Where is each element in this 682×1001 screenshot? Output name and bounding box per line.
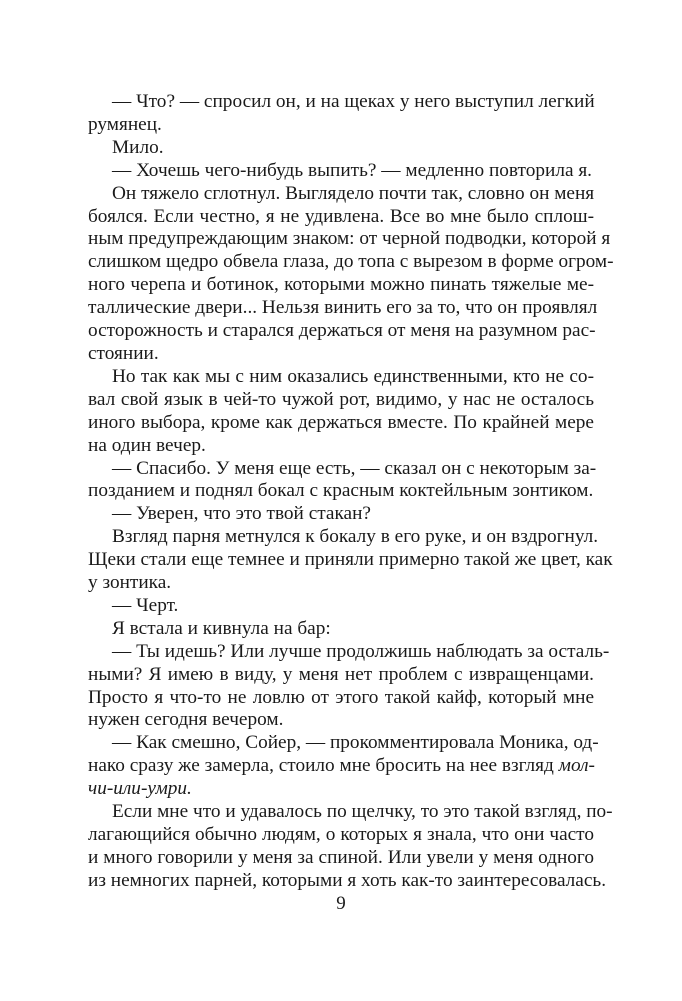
paragraph (88, 457, 597, 504)
text-line: — Хочешь чего-нибудь выпить? — медленно повторила я. (112, 159, 593, 181)
text-line: румянец. (88, 113, 162, 135)
paragraph (88, 801, 613, 893)
paragraph (88, 503, 594, 526)
text-line: Просто я что-то не ловлю от этого такой кайф, который мне (88, 686, 594, 708)
paragraph (88, 618, 594, 641)
page-number: 9 (336, 893, 346, 914)
italic-phrase: чи-или-умри. (88, 778, 192, 800)
italic-phrase: мол- (558, 755, 595, 777)
text-line: из немногих парней, которыми я хоть как-то заинтересовалась. (88, 869, 607, 891)
text-line: лагающийся обычно людям, о которых я знала, что они часто (88, 824, 594, 845)
text-segment: нако сразу же замерла, стоило мне бросить на нее взгляд (88, 755, 554, 777)
text-line: Я встала и кивнула на бар: (112, 617, 331, 639)
text-line: позданием и поднял бокал с красным коктейльным зонтиком. (88, 480, 594, 502)
text-line: Щеки стали еще темнее и приняли примерно такой же цвет, как (88, 549, 613, 571)
paragraph (88, 91, 594, 137)
text-line: ными? Я имею в виду, у меня нет проблем с извращенцами. (88, 663, 594, 685)
paragraph (88, 595, 594, 618)
text-line: на один вечер. (88, 434, 206, 456)
text-line: Взгляд парня метнулся к бокалу в его руке, и он вздрогнул. (112, 526, 599, 548)
text-line: таллические двери... Нельзя винить его за то, что он проявлял (88, 297, 598, 319)
text-line: Мило. (112, 136, 164, 158)
paragraph (88, 182, 614, 366)
text-line: боялся. Если честно, я не удивлена. Все во мне было сплош- (88, 205, 594, 227)
text-line: — Что? — спросил он, и на щеках у него выступил легкий (112, 91, 595, 112)
text-line: Если мне что и удавалось по щелчку, то это такой взгляд, по- (112, 801, 613, 823)
paragraph (88, 526, 613, 595)
text-line: — Как смешно, Сойер, — прокомментировала Моника, од- (112, 732, 599, 754)
text-line: иного выбора, кроме как держаться вместе. По крайней мере (88, 411, 594, 433)
text-line: осторожность и старался держаться от меня на разумном рас- (88, 320, 596, 342)
text-line: — Спасибо. У меня еще есть, — сказал он с некоторым за- (112, 457, 597, 479)
text-line: вал свой язык в чей-то чужой рот, видимо, у нас не осталось (88, 388, 594, 410)
text-line: — Черт. (112, 594, 179, 616)
text-line: у зонтика. (88, 572, 172, 594)
text-line (88, 778, 594, 801)
text-line: — Уверен, что это твой стакан? (112, 503, 371, 525)
text-line: ного черепа и ботинок, которыми можно пинать тяжелые ме- (88, 274, 594, 296)
text-line: нужен сегодня вечером. (88, 709, 284, 731)
paragraph (88, 640, 610, 733)
text-line: Он тяжело сглотнул. Выглядело почти так, словно он меня (112, 182, 595, 204)
text-line: Но так как мы с ним оказались единственными, кто не со- (112, 365, 594, 387)
paragraph (88, 366, 594, 458)
text-line: и много говорили у меня за спиной. Или увели у меня одного (88, 846, 594, 868)
text-line (88, 755, 594, 778)
text-line: ным предупреждающим знаком: от черной подводки, которой я (88, 228, 611, 250)
text-line: стоянии. (88, 342, 159, 364)
paragraph (88, 732, 599, 801)
text-line: — Ты идешь? Или лучше продолжишь наблюдать за осталь- (112, 640, 610, 662)
text-line: слишком щедро обвела глаза, до топа с вырезом в форме огром- (88, 251, 614, 273)
page-body (88, 91, 614, 893)
paragraph (88, 160, 594, 183)
paragraph (88, 137, 594, 160)
